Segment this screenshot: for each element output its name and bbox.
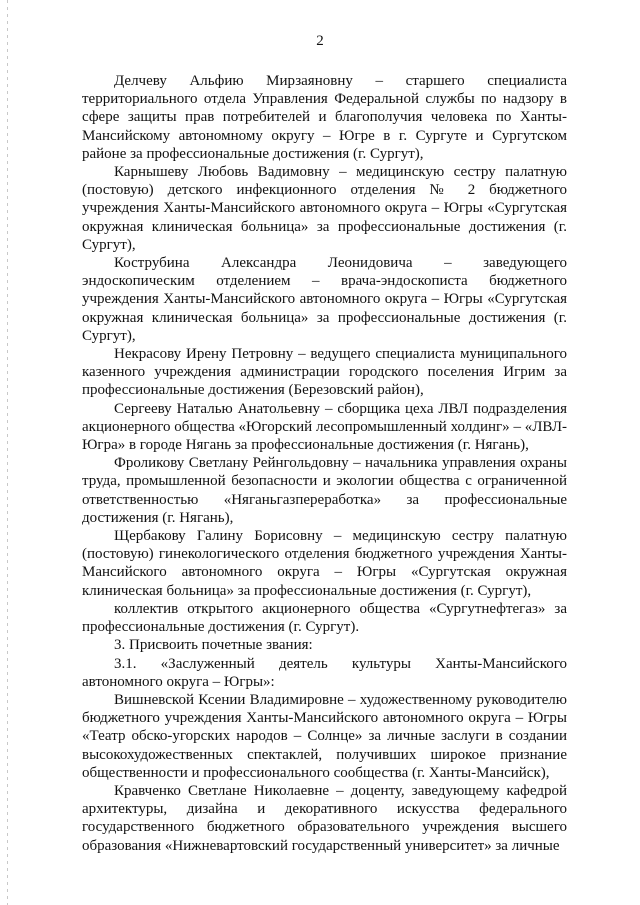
award-paragraph-kostrubin: Кострубина Александра Леонидовича – заведующего эндоскопическим отделением – врача-эндоскописта бюджетного учреждения Ханты-Мансийского автономного округа – Югры «Сургутская окружная клиническая больница» за профессиональные достижения (г. Сургут), xyxy=(82,255,567,344)
document-body xyxy=(82,72,567,855)
scan-edge-artifact xyxy=(7,0,8,905)
award-paragraph-delcheva: Делчеву Альфию Мирзаяновну – старшего специалиста территориального отдела Управления Федеральной службы по надзору в сфере защиты прав потребителей и благополучия человека по Ханты-Мансийскому автономному округу – Югре в г. Сургуте и Сургутском районе за профессиональные достижения (г. Сургут), xyxy=(82,73,567,162)
award-paragraph-nekrasova: Некрасову Ирену Петровну – ведущего специалиста муниципального казенного учреждения администрации городского поселения Игрим за профессиональные достижения (Березовский район), xyxy=(82,346,567,399)
award-paragraph-frolikova: Фроликову Светлану Рейнгольдовну – начальника управления охраны труда, промышленной безопасности и экологии общества с ограниченной ответственностью «Няганьгазпереработка» за профессиональные достижения (г. Нягань), xyxy=(82,455,567,526)
award-paragraph-kravchenko: Кравченко Светлане Николаевне – доценту, заведующему кафедрой архитектуры, дизайна и декоративного искусства федерального государственного бюджетного образовательного учреждения высшего образования «Нижневартовский государственный университет» за личные xyxy=(82,782,567,854)
section-heading-3: 3. Присвоить почетные звания: xyxy=(114,637,313,654)
subsection-heading-3-1: 3.1. «Заслуженный деятель культуры Ханты-Мансийского автономного округа – Югры»: xyxy=(82,655,567,690)
award-paragraph-sergeeva: Сергееву Наталью Анатольевну – сборщика цеха ЛВЛ подразделения акционерного общества «Югорский лесопромышленный холдинг» – «ЛВЛ-Югра» в городе Нягань за профессиональные достижения (г. Нягань), xyxy=(82,400,567,454)
page-number: 2 xyxy=(316,33,324,49)
award-paragraph-vishnevskaya: Вишневской Ксении Владимировне – художественному руководителю бюджетного учреждения Ханты-Мансийского автономного округа – Югры «Театр обско-угорских народов – Солнце» за личные заслуги в создании высокохудожественных спектаклей, получивших широкое признание общественности и профессионального сообщества (г. Ханты-Мансийск), xyxy=(82,691,567,781)
award-paragraph-karnysheva: Карнышеву Любовь Вадимовну – медицинскую сестру палатную (постовую) детского инфекционного отделения № 2 бюджетного учреждения Ханты-Мансийского автономного округа – Югры «Сургутская окружная клиническая больница» за профессиональные достижения (г. Сургут), xyxy=(82,164,567,253)
award-paragraph-surgutneftegaz: коллектив открытого акционерного общества «Сургутнефтегаз» за профессиональные достижения (г. Сургут). xyxy=(82,600,567,636)
award-paragraph-shcherbakova: Щербакову Галину Борисовну – медицинскую сестру палатную (постовую) гинекологического отделения бюджетного учреждения Ханты-Мансийского автономного округа – Югры «Сургутская окружная клиническая больница» за профессиональные достижения (г. Сургут), xyxy=(82,528,567,599)
